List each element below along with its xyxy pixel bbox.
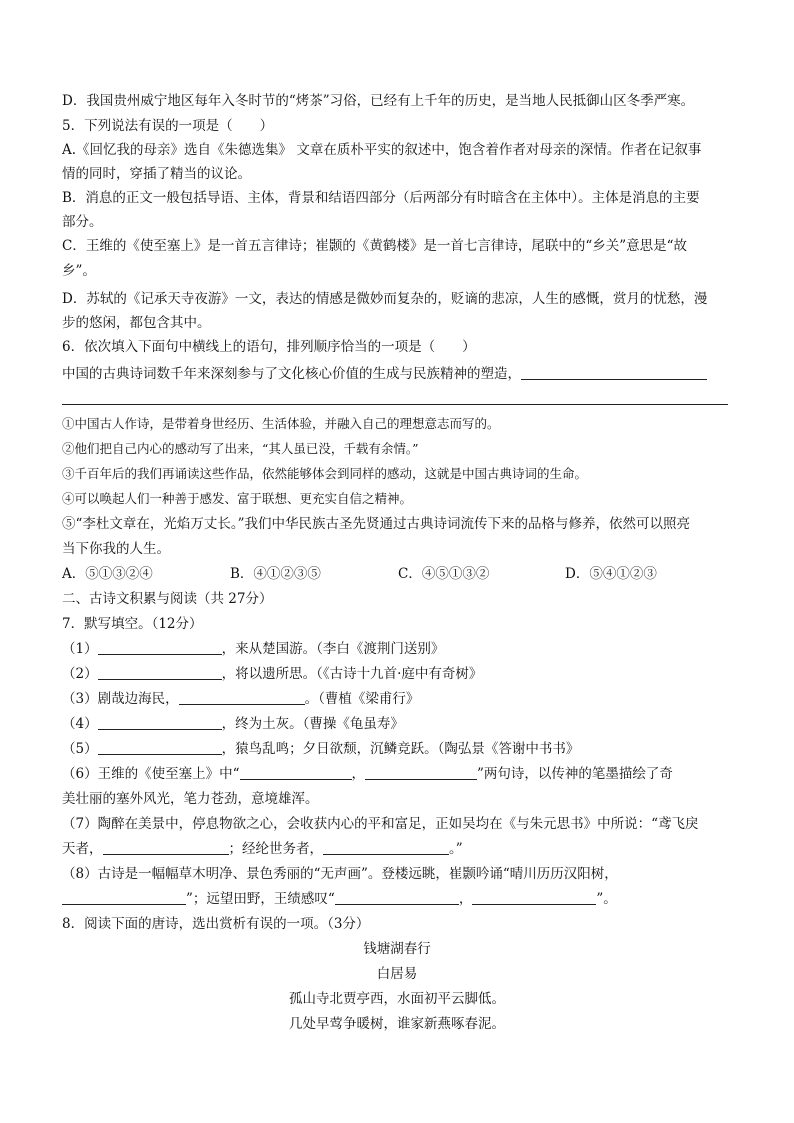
- q8-stem: 8．阅读下面的唐诗，选出赏析有误的一项。（3分）: [62, 916, 370, 932]
- q6-sentence-1: ①中国古人作诗，是带着身世经历、生活体验，并融入自己的理想意志而写的。: [62, 416, 500, 431]
- q7-item-3-blank[interactable]: [179, 690, 305, 705]
- q7-item-5-number: （5）: [62, 741, 98, 757]
- q7-item-4-number: （4）: [62, 716, 98, 732]
- q5-option-a-line2: 情的同时，穿插了精当的议论。: [62, 166, 251, 182]
- q7-item-8-line1: （8）古诗是一幅幅草木明净、景色秀丽的“无声画”。登楼远眺，崔颢吟诵“晴川历历汉阳树，: [62, 866, 618, 882]
- q4-option-d: D．我国贵州威宁地区每年入冬时节的“烤茶”习俗，已经有上千年的历史，是当地人民抵御山区冬季严寒。: [62, 93, 695, 109]
- q7-item-2: [62, 665, 732, 683]
- q6-option-d: D．⑤④①②③: [565, 566, 657, 582]
- q6-answer-line[interactable]: [62, 404, 728, 405]
- q7-item-7-line2: [62, 840, 732, 858]
- q7-item-7-line1: （7）陶醉在美景中，停息物欲之心，会收获内心的平和富足，正如吴均在《与朱元思书》中所说：“鸢飞戾: [62, 816, 699, 832]
- q7-item-3: [62, 690, 732, 708]
- q6-option-b: B．④①②③⑤: [230, 566, 321, 582]
- q7-item-2-text: ，将以遗所思。（《古诗十九首·庭中有奇树》: [221, 666, 483, 682]
- q7-item-6-prefix: （6）王维的《使至塞上》中“: [62, 766, 240, 782]
- q5-option-c-line1: C．王维的《使至塞上》是一首五言律诗；崔颢的《黄鹤楼》是一首七言律诗，尾联中的“乡关”意思是“故: [62, 238, 688, 254]
- q7-item-8-blank-2[interactable]: [335, 890, 459, 905]
- q7-item-7-middle: ；经纶世务者，: [228, 841, 323, 857]
- q5-option-d-line2: 步的悠闲，都包含其中。: [62, 315, 211, 331]
- q7-item-8-comma: ，: [458, 891, 473, 907]
- q7-item-3-text: 。（曹植《梁甫行》: [304, 691, 420, 707]
- q7-stem: 7．默写填空。（12分）: [62, 616, 203, 632]
- q6-sentence-text: 中国的古典诗词数千年来深刻参与了文化核心价值的生成与民族精神的塑造，: [62, 366, 521, 382]
- poem-title: 钱塘湖春行: [363, 941, 431, 957]
- q6-sentence-3: ③千百年后的我们再诵读这些作品，依然能够体会到同样的感动，这就是中国古典诗词的生命。: [62, 466, 588, 481]
- q7-item-7-prefix: 天者，: [62, 841, 103, 857]
- q7-item-5-text: ，猿鸟乱鸣；夕日欲颓，沉鳞竞跃。（陶弘景《答谢中书书》: [221, 741, 580, 757]
- q6-option-a: A．⑤①③②④: [62, 566, 153, 582]
- q7-item-6-comma: ，: [351, 766, 365, 782]
- q7-item-7-suffix: 。”: [449, 841, 463, 857]
- q7-item-2-number: （2）: [62, 666, 98, 682]
- q7-item-6-line1: [62, 765, 732, 783]
- q7-item-4: [62, 715, 732, 733]
- q6-sentence-5-line1: ⑤“李杜文章在，光焰万丈长。”我们中华民族古圣先贤通过古典诗词流传下来的品格与修养，依然可以照亮: [62, 516, 691, 532]
- q7-item-6-line2: 美壮丽的塞外风光，笔力苍劲，意境雄浑。: [62, 791, 319, 807]
- q5-option-d-line1: D．苏轼的《记承天寺夜游》一文，表达的情感是微妙而复杂的，贬谪的悲凉，人生的感慨，赏月的忧愁，漫: [62, 291, 708, 307]
- q7-item-1-text: ，来从楚国游。（李白《渡荆门送别》: [221, 641, 445, 657]
- q7-item-4-blank[interactable]: [98, 715, 222, 730]
- q6-sentence-2: ②他们把自己内心的感动写了出来，“其人虽已没，千载有余情。”: [62, 441, 419, 456]
- q5-option-a-line1: A.《回忆我的母亲》选自《朱德选集》 文章在质朴平实的叙述中，饱含着作者对母亲的深情。作者在记叙事: [62, 142, 702, 158]
- q5-option-c-line2: 乡”。: [62, 263, 96, 279]
- q7-item-4-text: ，终为土灰。（曹操《龟虽寿》: [221, 716, 404, 732]
- q7-item-7-blank-1[interactable]: [103, 840, 229, 855]
- q7-item-3-prefix: （3）剧哉边海民，: [62, 691, 179, 707]
- q6-sentence-5-line2: 当下你我的人生。: [62, 541, 170, 557]
- q7-item-7-blank-2[interactable]: [323, 840, 449, 855]
- q7-item-6-blank-2[interactable]: [365, 765, 477, 780]
- q7-item-1-blank[interactable]: [98, 640, 222, 655]
- q7-item-2-blank[interactable]: [98, 665, 222, 680]
- q7-item-5-blank[interactable]: [98, 740, 222, 755]
- q6-sentence: [62, 365, 732, 383]
- q7-item-8-line2: [62, 890, 732, 908]
- q7-item-1: [62, 640, 732, 658]
- q7-item-8-middle: ”；远望田野，王绩感叹“: [186, 891, 335, 907]
- poem-line-1: 孤山寺北贾亭西，水面初平云脚低。: [289, 991, 505, 1007]
- q7-item-8-blank-3[interactable]: [472, 890, 596, 905]
- q6-stem: 6．依次填入下面句中横线上的语句，排列顺序恰当的一项是（ ）: [62, 339, 476, 355]
- q5-option-b-line1: B．消息的正文一般包括导语、主体，背景和结语四部分（后两部分有时暗含在主体中）。主体是消息的主要: [62, 190, 700, 206]
- q6-option-c: C．④⑤①③②: [398, 566, 490, 582]
- q7-item-8-suffix: ”。: [596, 891, 617, 907]
- q7-item-8-blank-1[interactable]: [62, 890, 186, 905]
- q7-item-1-number: （1）: [62, 641, 98, 657]
- poem-author: 白居易: [376, 966, 418, 982]
- section-2-heading: 二、古诗文积累与阅读（共 27分）: [62, 591, 273, 607]
- q7-item-6-suffix: ”两句诗，以传神的笔墨描绘了奇: [477, 766, 673, 782]
- q5-option-b-line2: 部分。: [62, 214, 103, 230]
- q6-sentence-4: ④可以唤起人们一种善于感发、富于联想、更充实自信之精神。: [62, 491, 413, 506]
- q5-stem: 5．下列说法有误的一项是（ ）: [62, 118, 274, 134]
- q7-item-6-blank-1[interactable]: [240, 765, 352, 780]
- poem-line-2: 几处早莺争暖树，谁家新燕啄春泥。: [289, 1016, 505, 1032]
- q7-item-5: [62, 740, 732, 758]
- q6-answer-blank[interactable]: [521, 365, 707, 380]
